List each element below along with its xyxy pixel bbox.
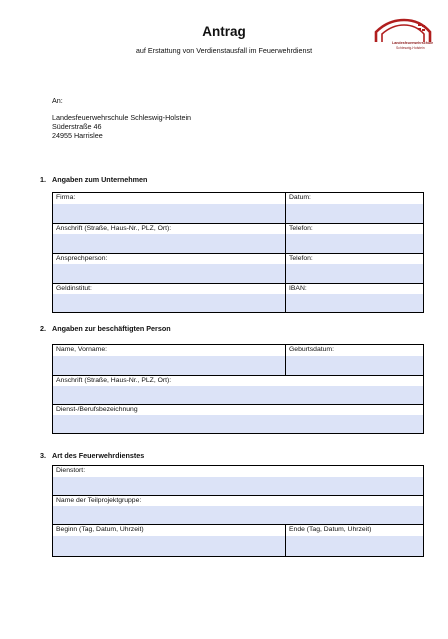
geburtsdatum-input[interactable] — [286, 356, 423, 375]
ansprechperson-label: Ansprechperson: — [56, 255, 108, 262]
telefon-contact-input[interactable] — [286, 264, 423, 283]
firma-input[interactable] — [53, 204, 285, 223]
beginn-label: Beginn (Tag, Datum, Uhrzeit) — [56, 526, 144, 533]
teilprojekt-field[interactable] — [53, 496, 423, 524]
beruf-label: Dienst-/Berufsbezeichnung — [56, 406, 138, 413]
recipient-line1: Landesfeuerwehrschule Schleswig-Holstein — [52, 113, 192, 122]
service-form — [52, 465, 424, 557]
firma-label: Firma: — [56, 194, 76, 201]
recipient-line2: Süderstraße 46 — [52, 122, 102, 131]
section-2-heading — [40, 324, 171, 333]
geburtsdatum-label: Geburtsdatum: — [289, 346, 334, 353]
section-2-number: 2. — [40, 324, 46, 333]
section-3-heading — [40, 451, 144, 460]
document-subtitle: auf Erstattung von Verdienstausfall im Feuerwehrdienst — [135, 46, 313, 55]
telefon-contact-field[interactable] — [285, 254, 423, 283]
ende-label: Ende (Tag, Datum, Uhrzeit) — [289, 526, 372, 533]
ansprechperson-field[interactable] — [53, 254, 285, 283]
section-1-title: Angaben zum Unternehmen — [52, 175, 148, 184]
firma-field[interactable] — [53, 193, 285, 223]
recipient-label: An: — [52, 96, 63, 105]
anschrift-company-field[interactable] — [53, 224, 285, 253]
geburtsdatum-field[interactable] — [285, 345, 423, 375]
beginn-field[interactable] — [53, 525, 285, 556]
anschrift-employee-label: Anschrift (Straße, Haus-Nr., PLZ, Ort): — [56, 377, 172, 384]
dienstort-input[interactable] — [53, 477, 423, 495]
iban-input[interactable] — [286, 294, 423, 312]
section-1-number: 1. — [40, 175, 46, 184]
section-3-number: 3. — [40, 451, 46, 460]
iban-label: IBAN: — [289, 285, 307, 292]
fire-school-logo-icon — [374, 18, 432, 58]
ende-field[interactable] — [285, 525, 423, 556]
name-input[interactable] — [53, 356, 285, 375]
section-2-title: Angaben zur beschäftigten Person — [52, 324, 171, 333]
anschrift-employee-field[interactable] — [53, 376, 423, 404]
beruf-field[interactable] — [53, 405, 423, 433]
logo-text-line2: Schleswig-Holstein — [396, 46, 425, 50]
beginn-input[interactable] — [53, 536, 285, 556]
geldinstitut-field[interactable] — [53, 284, 285, 312]
telefon-company-label: Telefon: — [289, 225, 313, 232]
company-form — [52, 192, 424, 313]
iban-field[interactable] — [285, 284, 423, 312]
datum-input[interactable] — [286, 204, 423, 223]
telefon-company-input[interactable] — [286, 234, 423, 253]
datum-label: Datum: — [289, 194, 311, 201]
name-label: Name, Vorname: — [56, 346, 107, 353]
section-3-title: Art des Feuerwehrdienstes — [52, 451, 145, 460]
anschrift-company-label: Anschrift (Straße, Haus-Nr., PLZ, Ort): — [56, 225, 172, 232]
anschrift-company-input[interactable] — [53, 234, 285, 253]
anschrift-employee-input[interactable] — [53, 386, 423, 404]
telefon-contact-label: Telefon: — [289, 255, 313, 262]
section-1-heading — [40, 175, 147, 184]
document-title: Antrag — [202, 24, 246, 39]
name-field[interactable] — [53, 345, 285, 375]
geldinstitut-input[interactable] — [53, 294, 285, 312]
telefon-company-field[interactable] — [285, 224, 423, 253]
employee-form — [52, 344, 424, 434]
datum-field[interactable] — [285, 193, 423, 223]
logo-text-line1: Landesfeuerwehrschule — [392, 41, 434, 45]
dienstort-field[interactable] — [53, 466, 423, 495]
geldinstitut-label: Geldinstitut: — [56, 285, 92, 292]
ende-input[interactable] — [286, 536, 423, 556]
recipient-line3: 24955 Harrislee — [52, 131, 103, 140]
teilprojekt-label: Name der Teilprojektgruppe: — [56, 497, 142, 504]
beruf-input[interactable] — [53, 415, 423, 433]
ansprechperson-input[interactable] — [53, 264, 285, 283]
teilprojekt-input[interactable] — [53, 506, 423, 524]
dienstort-label: Dienstort: — [56, 467, 86, 474]
